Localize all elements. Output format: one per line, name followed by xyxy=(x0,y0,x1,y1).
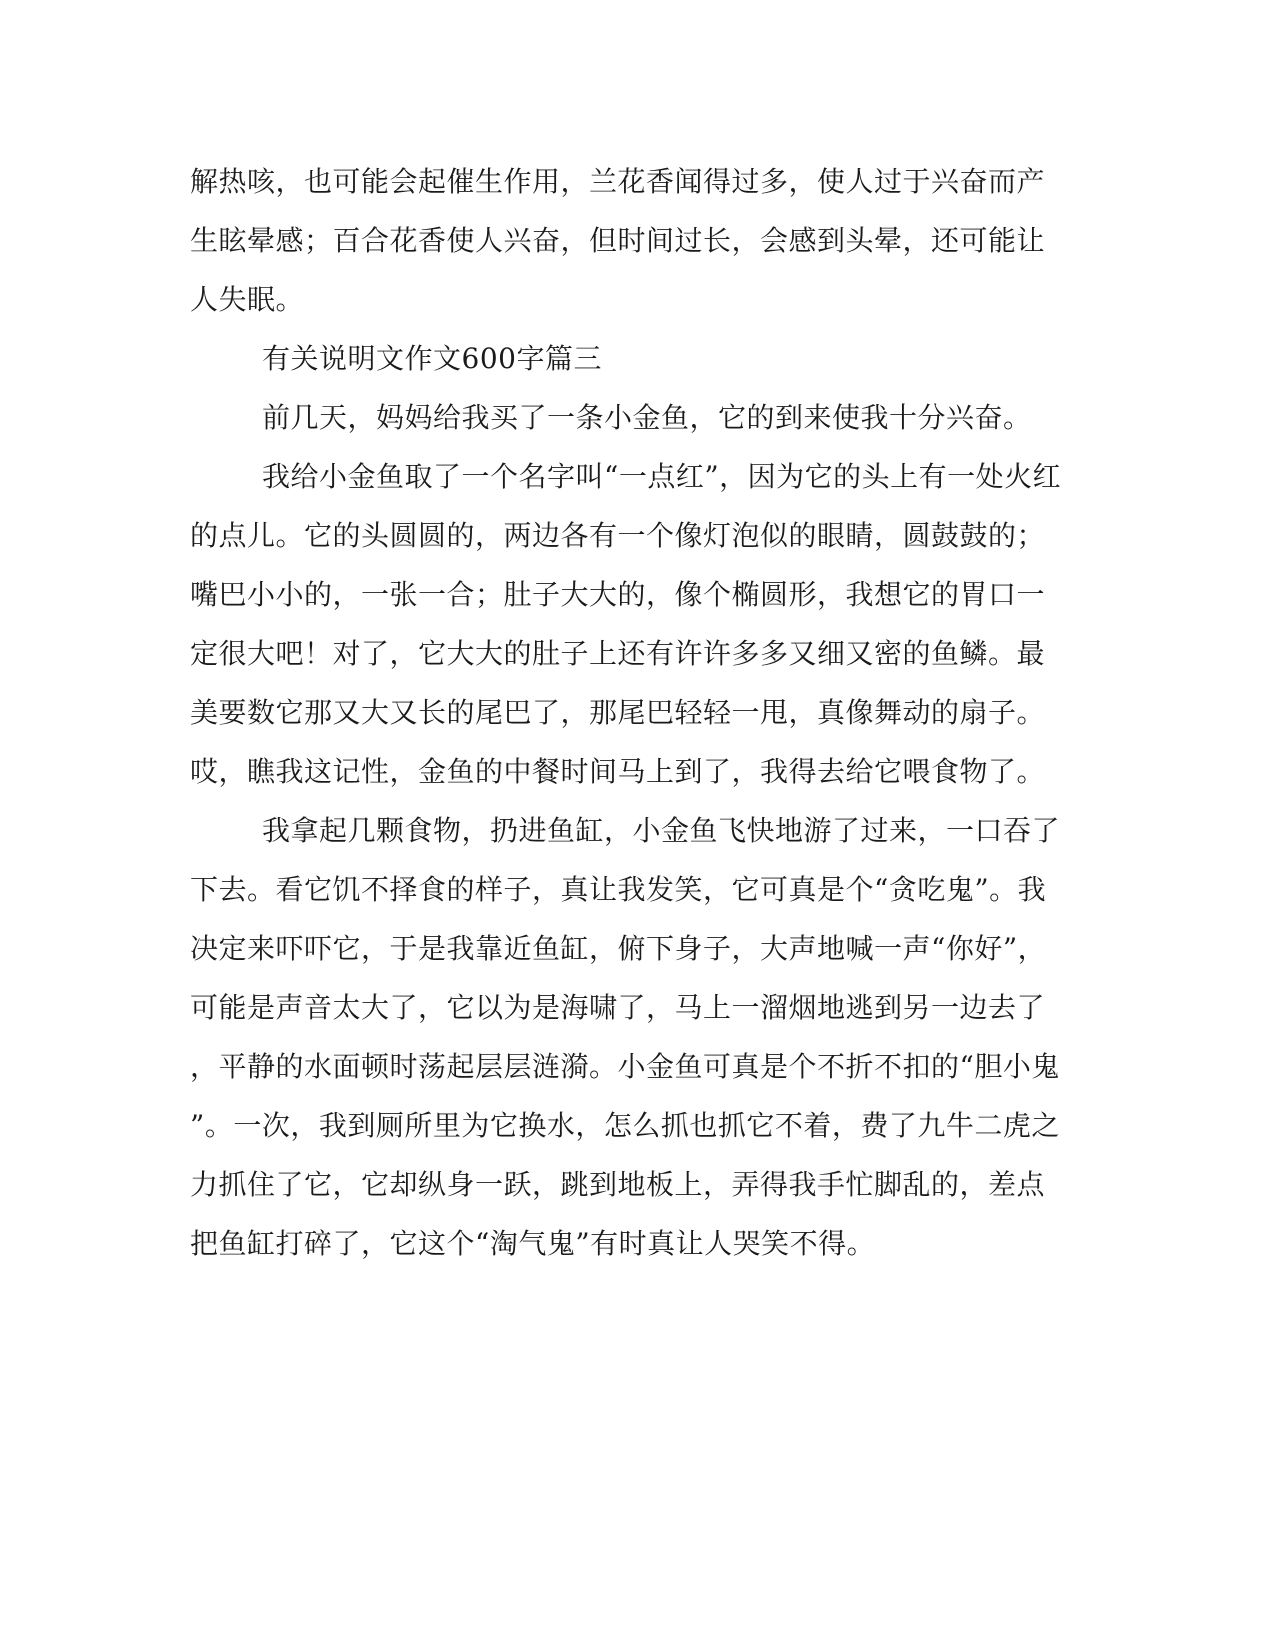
paragraph-line: 生眩晕感；百合花香使人兴奋，但时间过长，会感到头晕，还可能让 xyxy=(190,224,1046,257)
paragraph-line: 前几天，妈妈给我买了一条小金鱼，它的到来使我十分兴奋。 xyxy=(262,401,1032,434)
paragraph-line: 美要数它那又大又长的尾巴了，那尾巴轻轻一甩，真像舞动的扇子。 xyxy=(190,696,1046,729)
paragraph-line: ，平静的水面顿时荡起层层涟漪。小金鱼可真是个不折不扣的“胆小鬼 xyxy=(190,1050,1060,1083)
paragraph-line: 解热咳，也可能会起催生作用，兰花香闻得过多，使人过于兴奋而产 xyxy=(190,165,1046,198)
paragraph-line: 哎，瞧我这记性，金鱼的中餐时间马上到了，我得去给它喂食物了。 xyxy=(190,755,1046,788)
paragraph-line: 我给小金鱼取了一个名字叫“一点红”，因为它的头上有一处火红 xyxy=(262,460,1062,493)
paragraph-line: 可能是声音太大了，它以为是海啸了，马上一溜烟地逃到另一边去了 xyxy=(190,991,1046,1024)
paragraph-line: 的点儿。它的头圆圆的，两边各有一个像灯泡似的眼睛，圆鼓鼓的； xyxy=(190,519,1046,552)
paragraph-line: 下去。看它饥不择食的样子，真让我发笑，它可真是个“贪吃鬼”。我 xyxy=(190,873,1047,906)
paragraph-line: 人失眠。 xyxy=(190,283,305,316)
paragraph-line: 力抓住了它，它却纵身一跃，跳到地板上，弄得我手忙脚乱的，差点 xyxy=(190,1168,1046,1201)
section-heading: 有关说明文作文600字篇三 xyxy=(262,342,602,375)
paragraph-line: 嘴巴小小的，一张一合；肚子大大的，像个椭圆形，我想它的胃口一 xyxy=(190,578,1046,611)
paragraph-line: 决定来吓吓它，于是我靠近鱼缸，俯下身子，大声地喊一声“你好”， xyxy=(190,932,1047,965)
paragraph-line: 定很大吧！对了，它大大的肚子上还有许许多多又细又密的鱼鳞。最 xyxy=(190,637,1046,670)
paragraph-line: ”。一次，我到厕所里为它换水，怎么抓也抓它不着，费了九牛二虎之 xyxy=(190,1109,1060,1142)
paragraph-line: 我拿起几颗食物，扔进鱼缸，小金鱼飞快地游了过来，一口吞了 xyxy=(262,814,1061,847)
paragraph-line: 把鱼缸打碎了，它这个“淘气鬼”有时真让人哭笑不得。 xyxy=(190,1227,876,1260)
